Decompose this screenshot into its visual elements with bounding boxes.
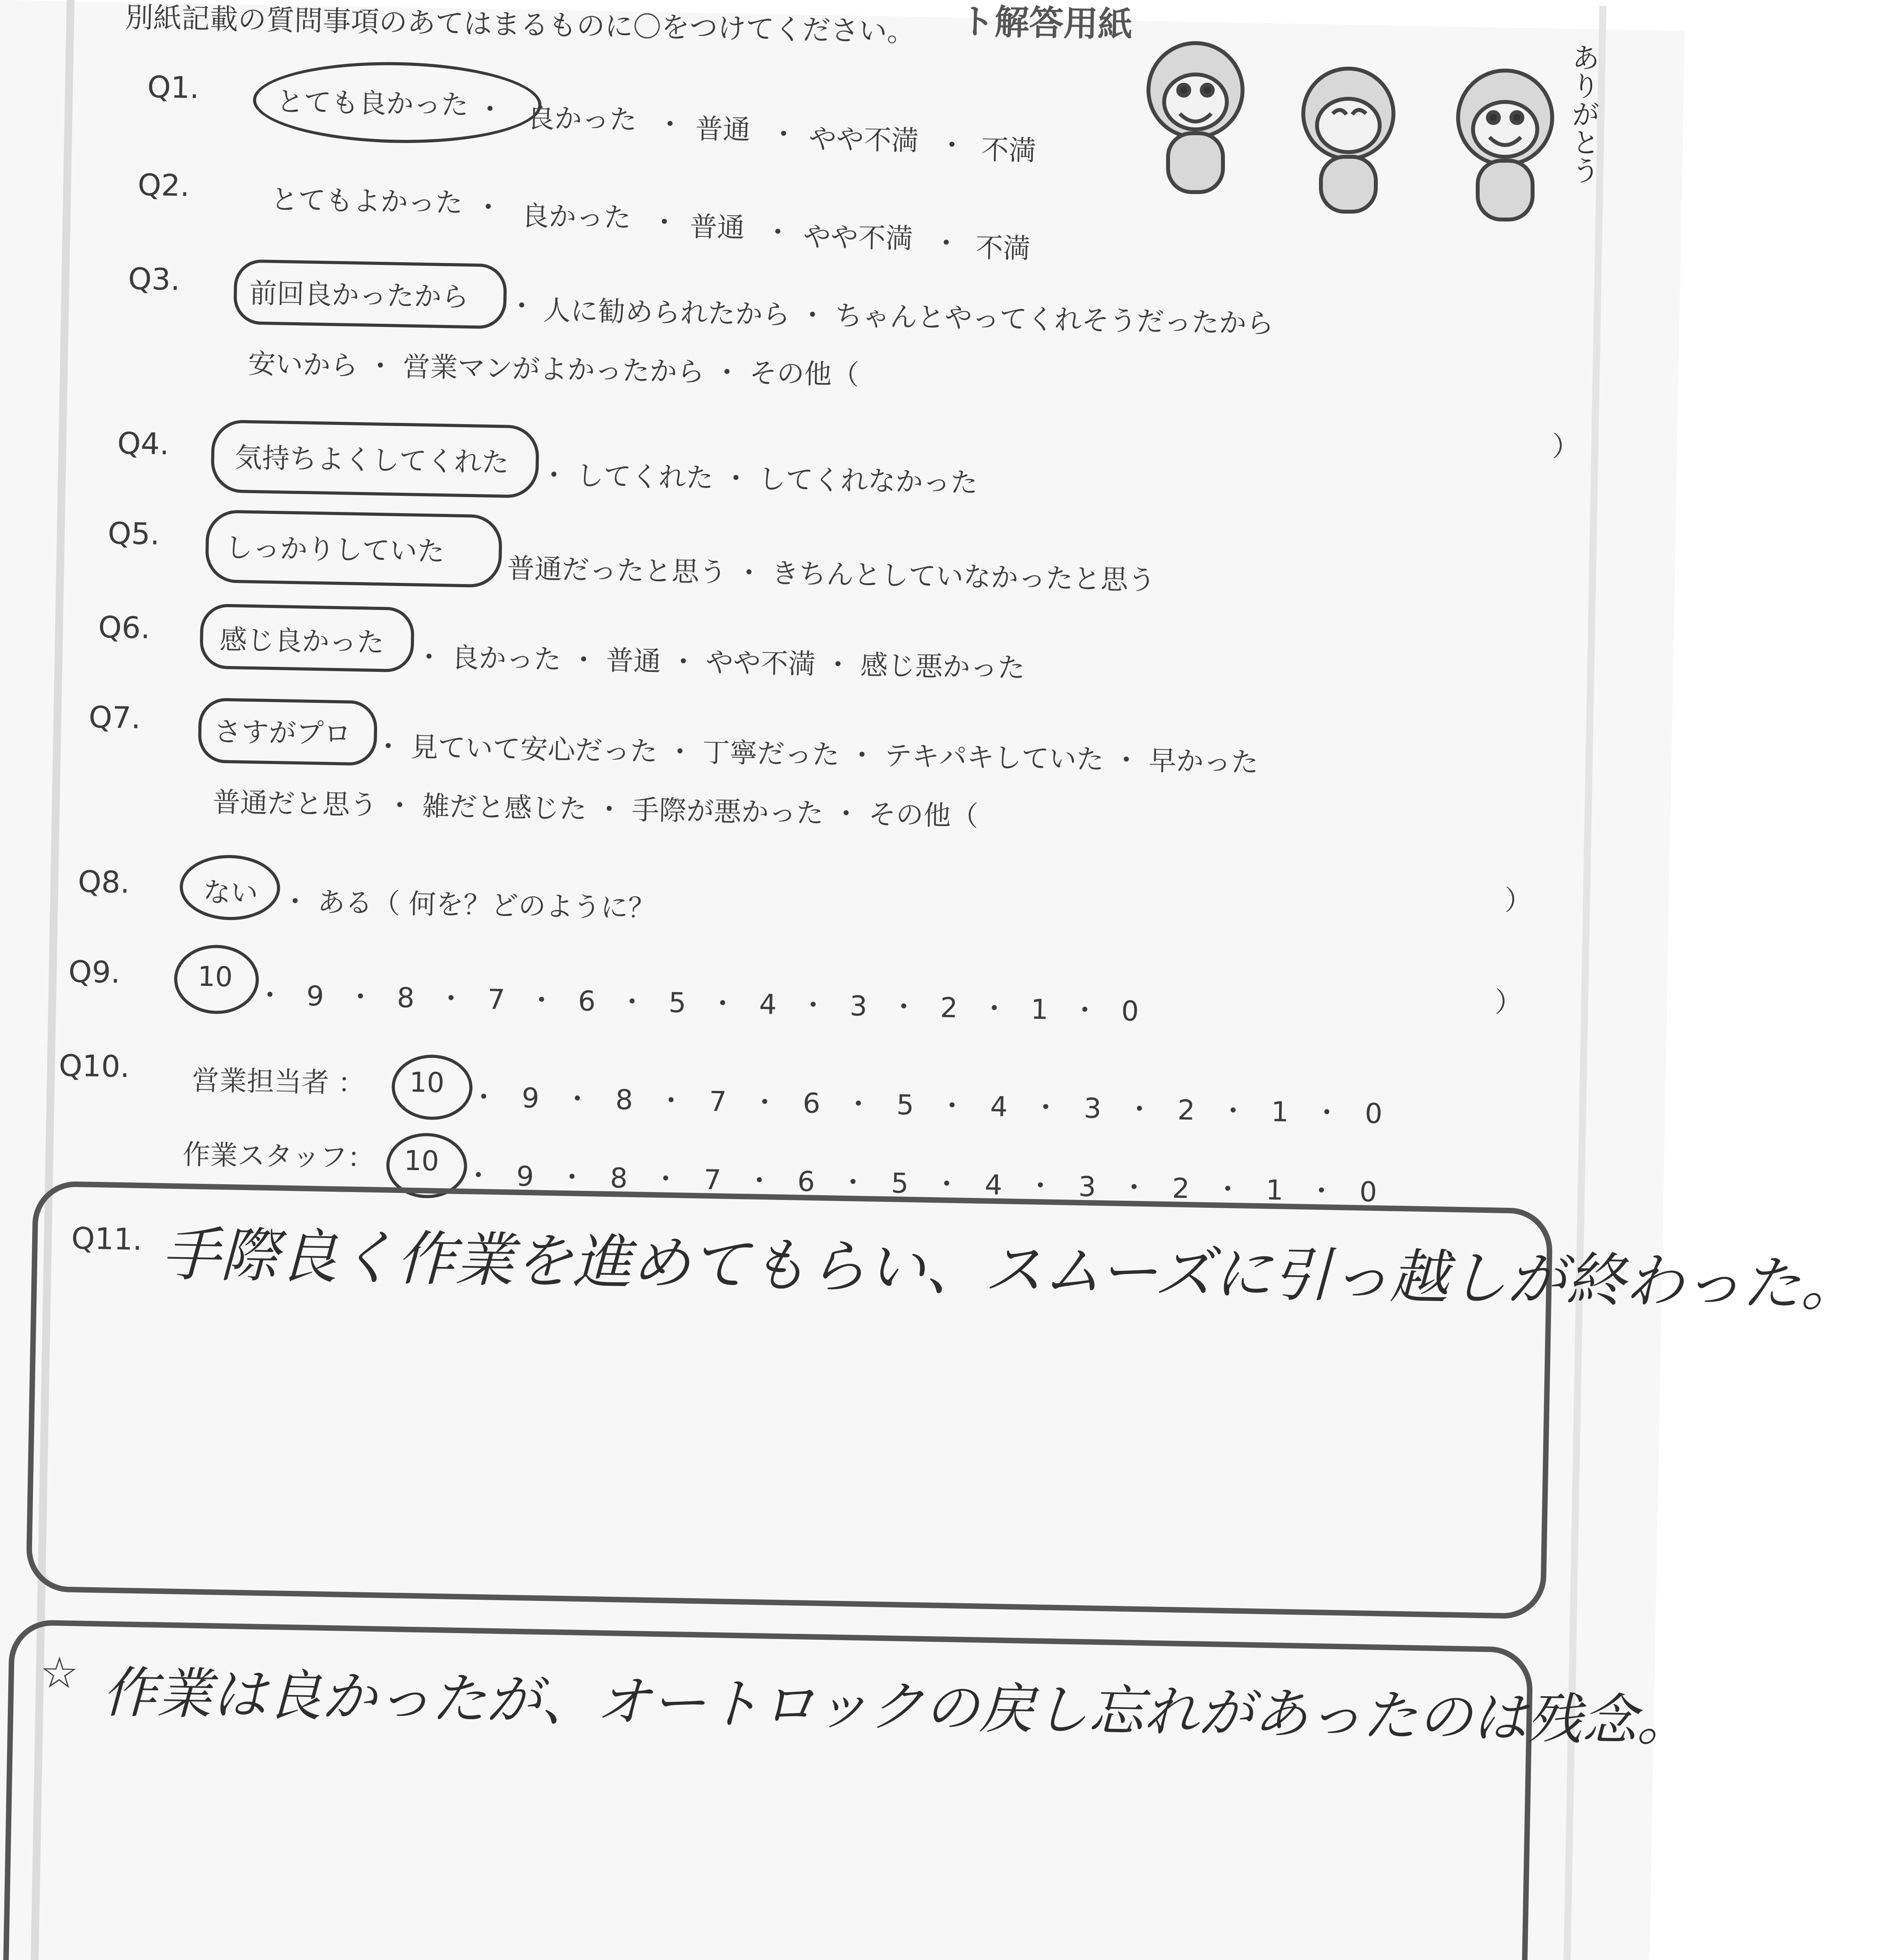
q3-close-paren: ） — [1552, 430, 1580, 463]
q3-options-line1: 人に勧められたから ・ ちゃんとやってくれそうだったから — [542, 294, 1274, 340]
q11-number: Q11. — [71, 1220, 143, 1257]
q5-number: Q5. — [107, 515, 160, 552]
q4-selected: 気持ちよくしてくれた — [234, 441, 510, 479]
form-title: ト解答用紙 — [960, 1, 1133, 45]
q2-option-2: 良かった — [521, 200, 631, 234]
q3-selected: 前回良かったから — [249, 277, 470, 314]
monkey-mascots-image — [1129, 12, 1658, 231]
q7-options-line1: ・ 見ていて安心だった ・ 丁寧だった ・ テキパキしていた ・ 早かった — [374, 730, 1259, 779]
q1-option-1: とても良かった — [276, 85, 469, 121]
survey-sheet: 別紙記載の質問事項のあてはまるものに〇をつけてください。 ト解答用紙 Q1. とても良かった ・ 良かった ・ 普通 ・ やや不満 ・ 不満 Q2. とてもよかった ・ 良かった ・ 普通 ・ やや不満 ・ 不満 Q3. 前回良かったから ・ 人に勧められたから ・ ちゃんとやってくれそうだったから 安いから ・ 営業マンがよかったから ・ その他（ ） Q4. 気持ちよくしてくれた ・ してくれた ・ してくれなかった Q5. しっかりしていた 普通だったと思う ・ きちんとしていなかったと思う Q6. 感じ良かった ・ 良かった ・ 普通 ・ やや不満 ・ 感じ悪かった Q7. さすがプロ ・ 見ていて安心だった ・ 丁寧だった ・ テキパキしていた ・ 早かった 普通だと思う ・ 雑だと感じた ・ 手際が悪かった ・ その他（ Q8. ない ・ ある（ 何を？どのように？ ） Q9. 10 ・ 9 ・ 8 ・ 7 ・ 6 ・ 5 ・ 4 ・ 3 ・ 2 ・ 1 ・ 0 ） Q10. 営業担当者 ： 10 ・ 9 ・ 8 ・ 7 ・ 6 ・ 5 ・ 4 ・ 3 ・ 2 ・ 1 ・ 0 作業スタッフ： 10 ・ 9 ・ 8 ・ 7 ・ 6 ・ 5 ・ 4 ・ 3 ・ 2 ・ 1 ・ 0 Q11. 手際良く作業を進めてもらい、スムーズに引っ越しが終わった。 ☆ 作業は良かったが、オートロックの戻し忘れがあったのは残念。 — [0, 0, 1685, 1960]
monkey-mascot-right-icon — [1458, 71, 1552, 220]
q5-options: 普通だったと思う ・ きちんとしていなかったと思う — [506, 552, 1156, 597]
q6-number: Q6. — [98, 609, 151, 646]
q7-options-line2: 普通だと思う ・ 雑だと感じた ・ 手際が悪かった ・ その他（ — [212, 786, 979, 833]
q10-number: Q10. — [58, 1048, 130, 1084]
q10-sales-label: 営業担当者 ： — [191, 1064, 366, 1100]
q8-close-paren: ） — [1504, 884, 1533, 917]
q6-selected: 感じ良かった — [219, 623, 385, 659]
q8-selected: ない — [203, 876, 259, 909]
q7-number: Q7. — [88, 699, 141, 735]
q2-option-3: 普通 — [689, 211, 745, 244]
q10-sales-options: ・ 9 ・ 8 ・ 7 ・ 6 ・ 5 ・ 4 ・ 3 ・ 2 ・ 1 ・ 0 — [470, 1081, 1391, 1130]
q1-option-3: 普通 — [695, 113, 751, 146]
q7-selected: さすがプロ — [214, 715, 352, 750]
q4-number: Q4. — [117, 425, 170, 462]
q1-number: Q1. — [147, 69, 200, 105]
q1-option-5: 不満 — [981, 133, 1037, 167]
q1-option-2: 良かった — [526, 102, 637, 136]
q10-staff-options: ・ 9 ・ 8 ・ 7 ・ 6 ・ 5 ・ 4 ・ 3 ・ 2 ・ 1 ・ 0 — [464, 1159, 1385, 1209]
monkey-mascot-middle-icon — [1303, 69, 1393, 212]
q3-number: Q3. — [128, 261, 181, 297]
q5-selected: しっかりしていた — [225, 531, 445, 568]
paper-edge-right — [1554, 6, 1606, 1960]
q9-selected: 10 — [197, 960, 233, 993]
q2-option-4: やや不満 — [803, 220, 913, 255]
mascot-label: ありがとう — [1567, 43, 1600, 184]
star-icon: ☆ — [39, 1647, 79, 1699]
instruction-text: 別紙記載の質問事項のあてはまるものに〇をつけてください。 — [125, 0, 916, 48]
q2-option-1: とてもよかった — [270, 183, 463, 219]
q4-options: ・ してくれた ・ してくれなかった — [540, 459, 978, 499]
q8-options: ・ ある（ 何を？どのように？ — [281, 885, 656, 925]
q2-number: Q2. — [137, 167, 190, 203]
q10-sales-selected: 10 — [409, 1066, 445, 1099]
q8-number: Q8. — [78, 864, 130, 900]
monkey-mascot-left-icon — [1148, 43, 1243, 192]
q9-number: Q9. — [68, 954, 121, 990]
q2-option-5: 不満 — [975, 231, 1031, 265]
q10-staff-selected: 10 — [404, 1144, 439, 1178]
q3-options-line2: 安いから ・ 営業マンがよかったから ・ その他（ — [248, 347, 860, 391]
q11-answer: 手際良く作業を進めてもらい、スムーズに引っ越しが終わった。 — [160, 1220, 1860, 1320]
q10-staff-label: 作業スタッフ： — [182, 1138, 375, 1174]
q1-option-4: やや不満 — [809, 122, 919, 157]
q6-options: ・ 良かった ・ 普通 ・ やや不満 ・ 感じ悪かった — [415, 641, 1025, 684]
star-comment-text: 作業は良かったが、オートロックの戻し忘れがあったのは残念。 — [102, 1661, 1693, 1754]
q9-options: ・ 9 ・ 8 ・ 7 ・ 6 ・ 5 ・ 4 ・ 3 ・ 2 ・ 1 ・ 0 — [256, 979, 1146, 1027]
q9-close-paren: ） — [1495, 986, 1523, 1019]
